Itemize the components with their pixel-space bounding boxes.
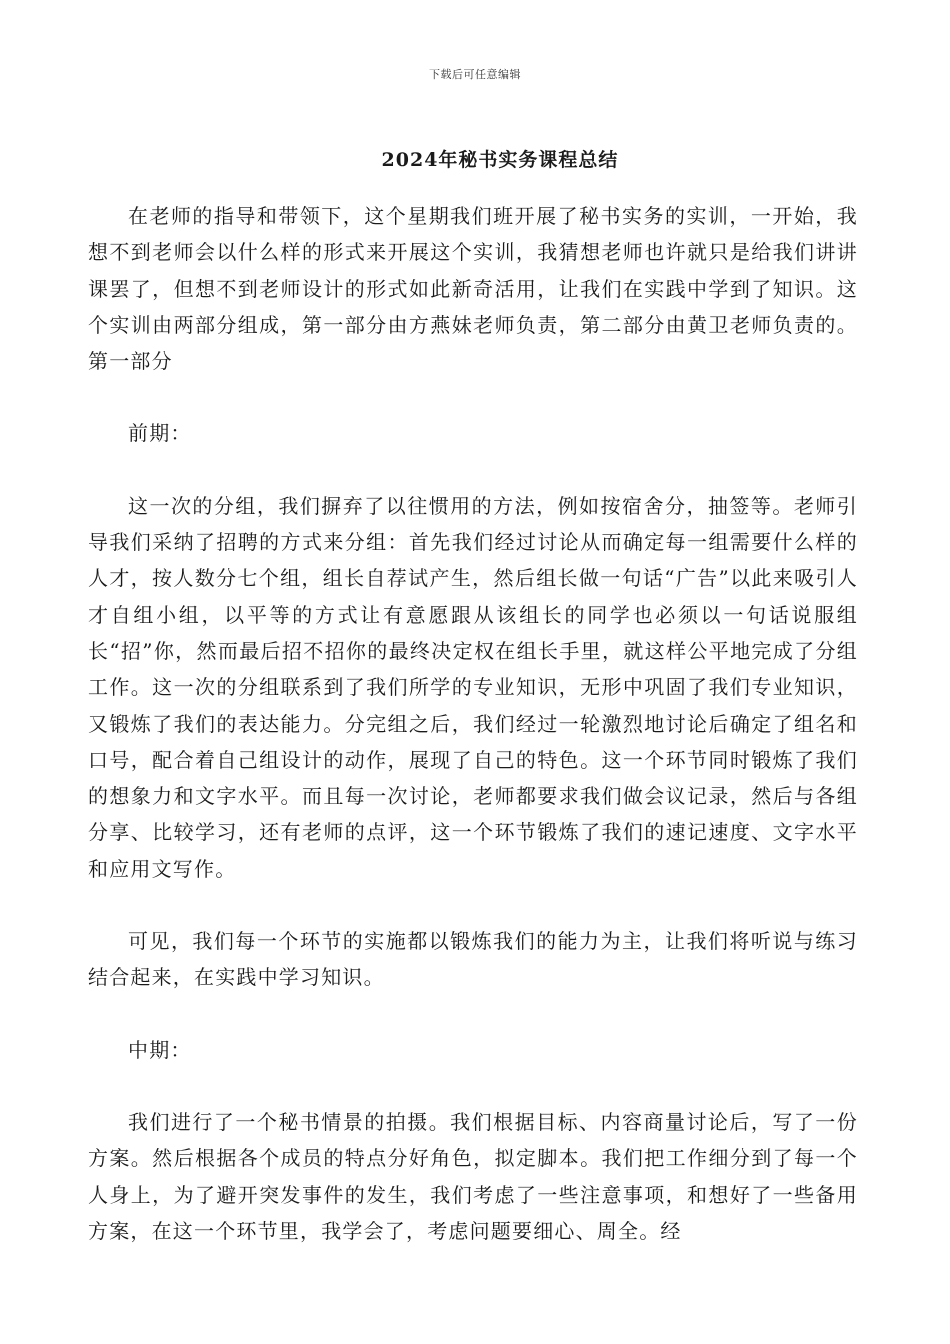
header-note: 下载后可任意编辑 (429, 68, 521, 81)
paragraph-conclusion: 可见，我们每一个环节的实施都以锻炼我们的能力为主，让我们将听说与练习结合起来，在实践中学习知识。 (88, 929, 858, 990)
paragraph-grouping: 这一次的分组，我们摒弃了以往惯用的方法，例如按宿舍分，抽签等。老师引导我们采纳了招聘的方式来分组：首先我们经过讨论从而确定每一组需要什么样的人才，按人数分七个组，组长自荐试产生，然后组长做一句话“广告”以此来吸引人才自组小组，以平等的方式让有意愿跟从该组长的同学也必须以一句话说服组长“招”你，然而最后招不招你的最终决定权在组长手里，就这样公平地完成了分组工作。这一次的分组联系到了我们所学的专业知识，无形中巩固了我们专业知识，又锻炼了我们的表达能力。分完组之后，我们经过一轮激烈地讨论后确定了组名和口号，配合着自己组设计的动作，展现了自己的特色。这一个环节同时锻炼了我们的想象力和文字水平。而且每一次讨论，老师都要求我们做会议记录，然后与各组分享、比较学习，还有老师的点评，这一个环节锻炼了我们的速记速度、文字水平和应用文写作。 (88, 493, 858, 881)
document-title: 2024年秘书实务课程总结 (381, 149, 619, 171)
paragraph-intro: 在老师的指导和带领下，这个星期我们班开展了秘书实务的实训，一开始，我想不到老师会以什么样的形式来开展这个实训，我猜想老师也许就只是给我们讲讲课罢了，但想不到老师设计的形式如此新奇活用，让我们在实践中学到了知识。这个实训由两部分组成，第一部分由方燕妹老师负责，第二部分由黄卫老师负责的。 第一部分 (88, 204, 858, 374)
section-heading-middle: 中期： (128, 1037, 192, 1062)
document-body (88, 198, 858, 1249)
paragraph-filming: 我们进行了一个秘书情景的拍摄。我们根据目标、内容商量讨论后，写了一份方案。然后根据各个成员的特点分好角色，拟定脚本。我们把工作细分到了每一个人身上，为了避开突发事件的发生，我们考虑了一些注意事项，和想好了一些备用方案，在这一个环节里，我学会了，考虑问题要细心、周全。经 (88, 1109, 858, 1243)
section-heading-early: 前期： (128, 421, 192, 446)
